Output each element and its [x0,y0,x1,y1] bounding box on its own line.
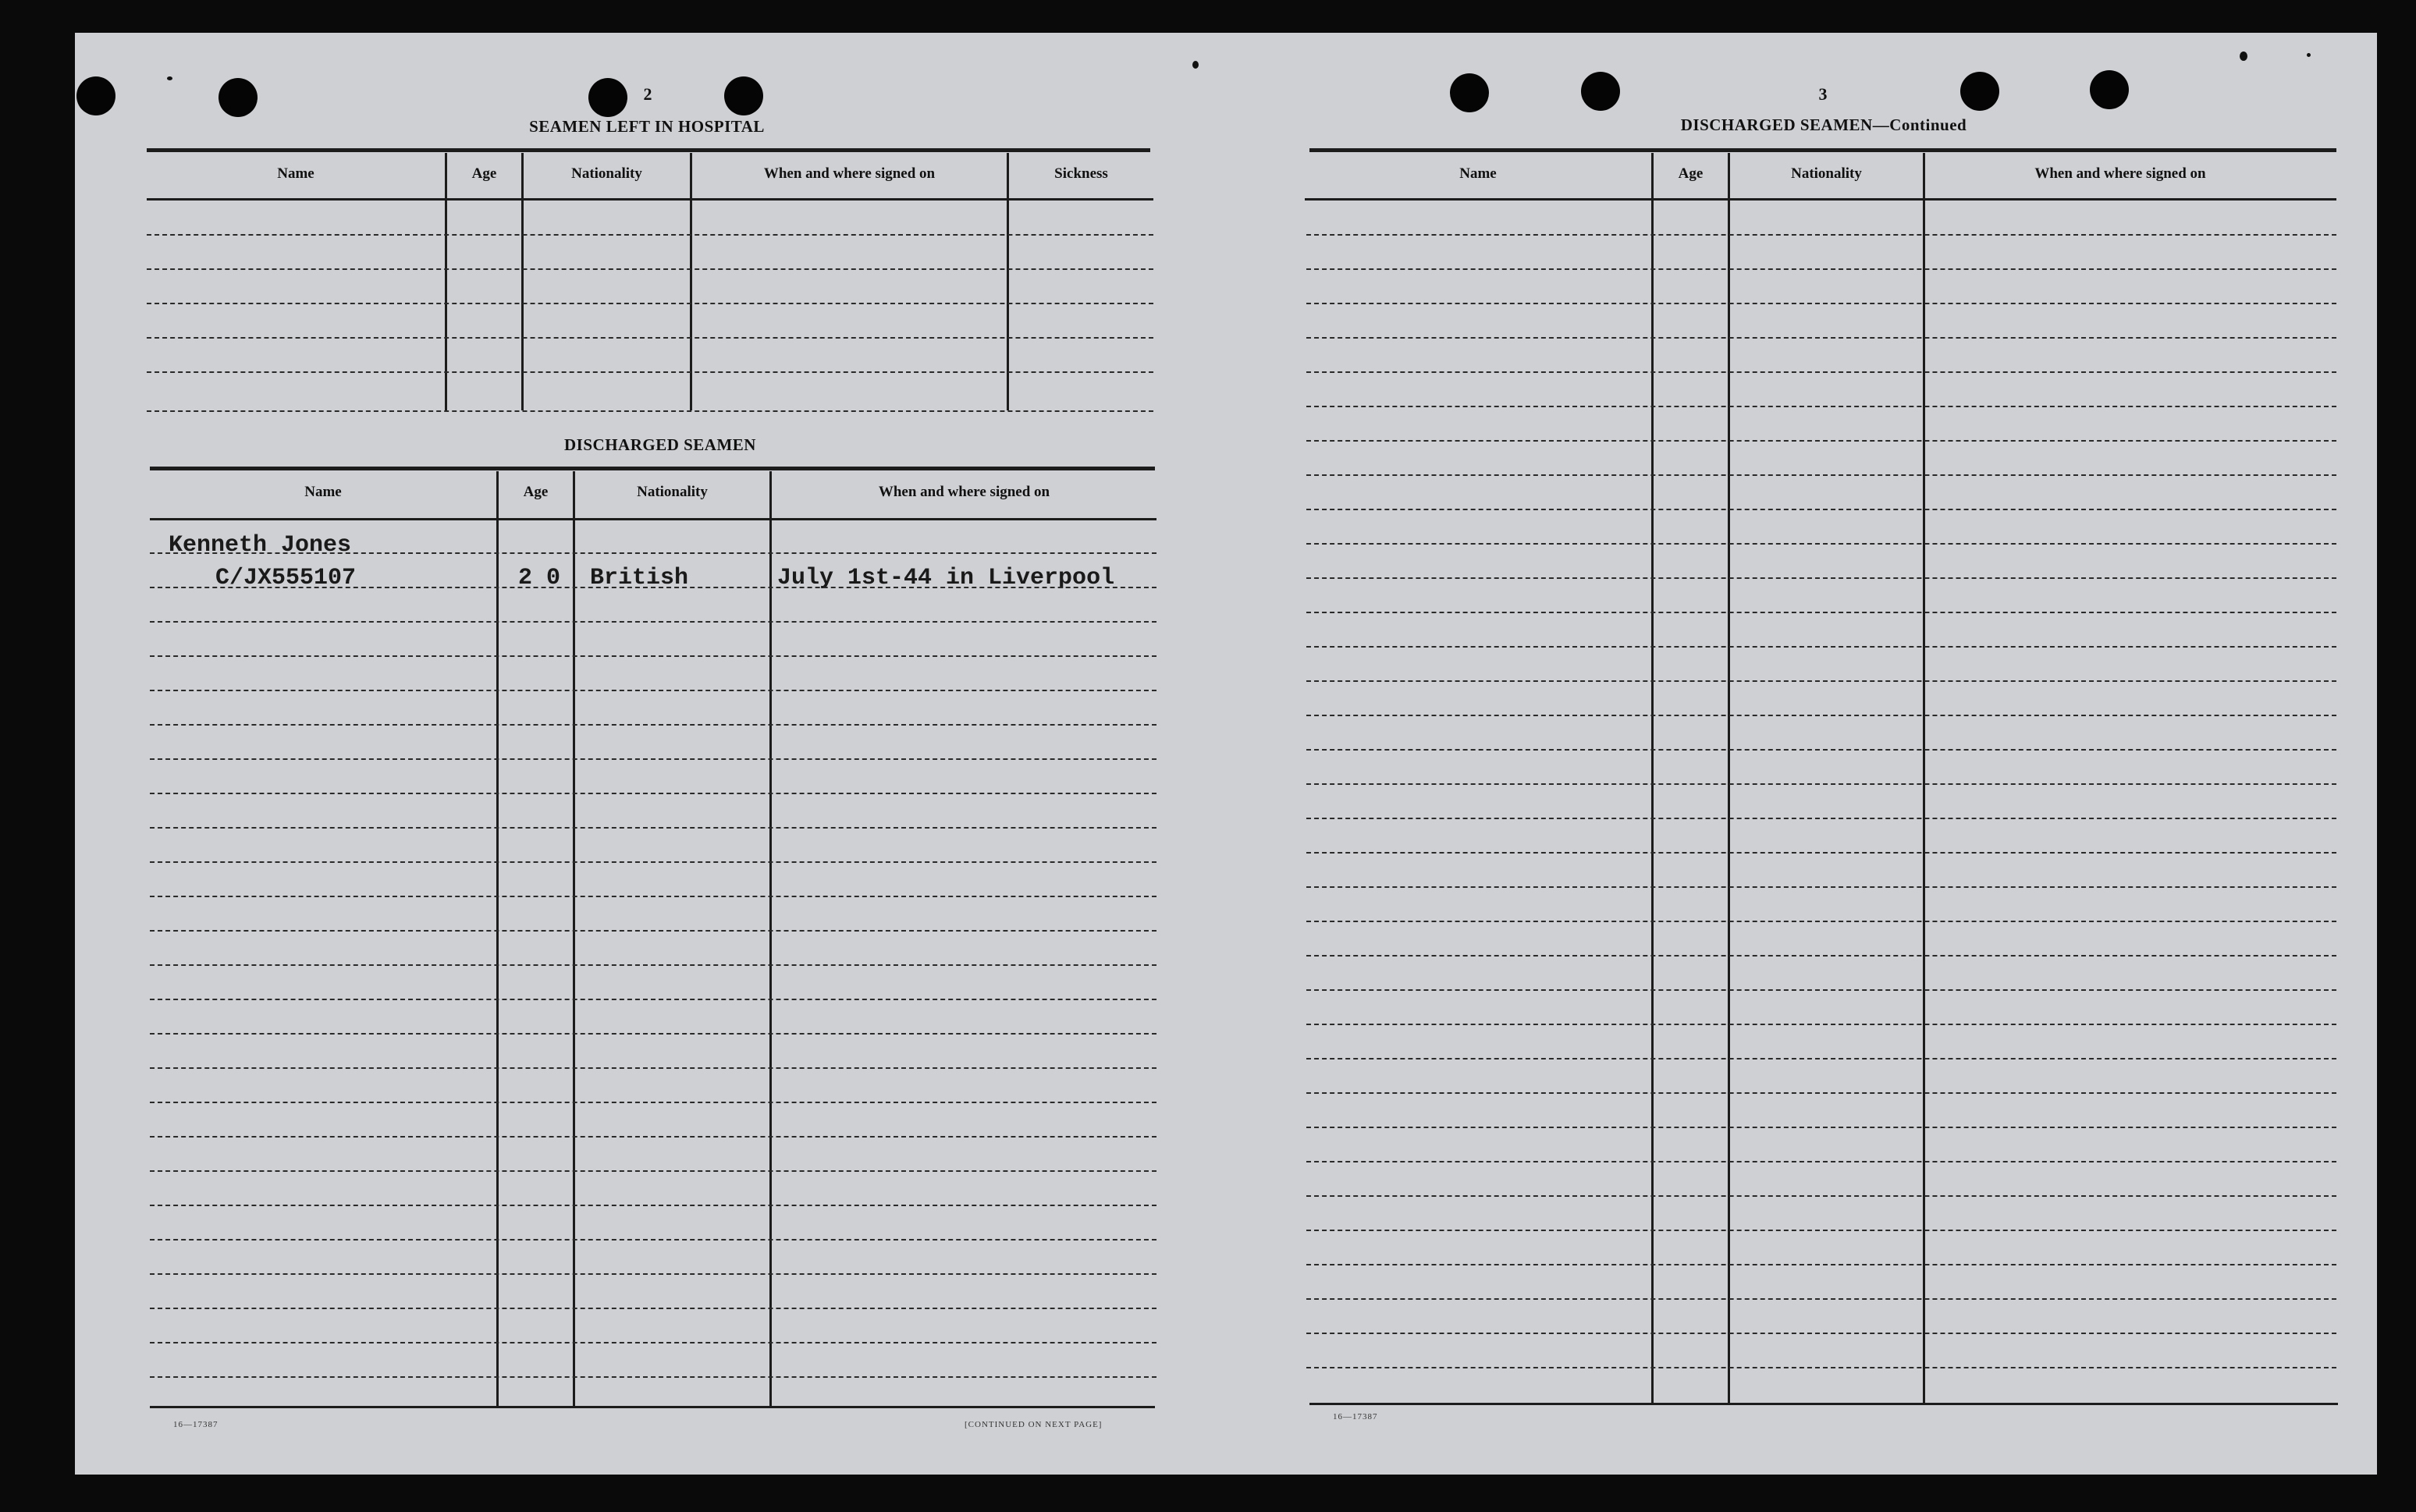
ruled-row-line [1306,612,2336,613]
ruled-row-line [150,587,1156,588]
right-bottom-rule [1309,1403,2338,1405]
right-form-number: 16—17387 [1333,1412,1378,1421]
ruled-row-line [150,1273,1156,1275]
ruled-row-line [1306,1367,2336,1368]
discharged-top-rule [150,467,1155,470]
ruled-row-line [1306,646,2336,648]
ruled-row-line [150,930,1156,932]
ruled-row-line [150,690,1156,691]
ruled-row-line [150,1067,1156,1069]
discharged-col-name: Name [304,484,342,500]
right-col-name: Name [1459,165,1497,182]
left-form-number: 16—17387 [173,1420,219,1429]
ruled-row-line [1306,1058,2336,1059]
ruled-row-line [1306,1264,2336,1265]
right-page-number: 3 [1818,84,1828,104]
ruled-row-line [1306,818,2336,819]
hospital-section-title: SEAMEN LEFT IN HOSPITAL [529,117,765,136]
ruled-row-line [150,758,1156,760]
left-page-number: 2 [643,84,652,104]
ruled-row-line [1306,509,2336,510]
hospital-row-line [147,410,1153,412]
ruled-row-line [1306,955,2336,957]
ruled-row-line [150,621,1156,623]
discharged-col-nationality: Nationality [637,484,708,500]
ruled-row-line [1306,268,2336,270]
ruled-row-line [1306,1298,2336,1300]
entry-service-number: C/JX555107 [215,565,357,591]
hospital-top-rule [147,148,1150,152]
right-col-divider [1728,153,1730,1404]
hospital-row-line [147,371,1153,373]
ruled-row-line [1306,1195,2336,1197]
ruled-row-line [1306,1092,2336,1094]
punch-hole [588,78,627,117]
punch-hole [1960,72,1999,111]
ruled-row-line [1306,234,2336,236]
ruled-row-line [150,861,1156,863]
right-header-rule [1305,198,2336,201]
ruled-row-line [1306,680,2336,682]
continued-note: [CONTINUED ON NEXT PAGE] [965,1420,1103,1429]
ruled-row-line [1306,749,2336,751]
discharged-col-divider [573,471,575,1406]
ruled-row-line [150,1102,1156,1103]
ruled-row-line [1306,440,2336,442]
right-col-divider [1923,153,1925,1404]
ruled-row-line [150,655,1156,657]
ruled-row-line [1306,852,2336,854]
ruled-row-line [1306,543,2336,545]
ruled-row-line [150,1205,1156,1206]
hospital-row-line [147,234,1153,236]
ruled-row-line [150,1170,1156,1172]
ruled-row-line [150,964,1156,966]
punch-hole [1581,72,1620,111]
ruled-row-line [150,552,1156,554]
discharged-section-title: DISCHARGED SEAMEN [564,435,756,454]
hospital-col-signed-on: When and where signed on [763,165,936,182]
punch-hole [1450,73,1489,112]
ruled-row-line [1306,303,2336,304]
ruled-row-line [1306,1230,2336,1231]
ruled-row-line [1306,921,2336,922]
ruled-row-line [1306,337,2336,339]
right-col-age: Age [1678,165,1704,182]
speck [1192,61,1199,69]
ruled-row-line [150,1136,1156,1138]
right-top-rule [1309,148,2336,152]
discharged-col-age: Age [523,484,549,500]
ruled-row-line [1306,371,2336,373]
discharged-col-divider [769,471,772,1406]
ruled-row-line [150,1308,1156,1309]
speck [2240,51,2247,61]
discharged-col-divider [496,471,499,1406]
ruled-row-line [1306,1161,2336,1162]
right-col-divider [1651,153,1654,1404]
ruled-row-line [150,896,1156,897]
speck [2307,53,2311,57]
ruled-row-line [1306,1333,2336,1334]
hospital-col-name: Name [277,165,314,182]
ruled-row-line [1306,715,2336,716]
entry-name: Kenneth Jones [169,532,352,559]
discharged-bottom-rule [150,1406,1155,1408]
ruled-row-line [1306,406,2336,407]
punch-hole [2090,70,2129,109]
hospital-col-sickness: Sickness [1054,165,1108,182]
hospital-col-age: Age [471,165,497,182]
hospital-row-line [147,337,1153,339]
discharged-header-rule [150,518,1156,520]
punch-hole [724,76,763,115]
entry-signed-on: July 1st-44 in Liverpool [777,565,1115,591]
ruled-row-line [150,999,1156,1000]
ruled-row-line [1306,474,2336,476]
ruled-row-line [1306,886,2336,888]
hospital-row-line [147,303,1153,304]
right-col-nationality: Nationality [1791,165,1862,182]
entry-age: 2 0 [518,565,561,591]
ruled-row-line [150,827,1156,829]
ruled-row-line [1306,577,2336,579]
hospital-header-rule [147,198,1153,201]
ruled-row-line [150,1239,1156,1240]
ruled-row-line [1306,989,2336,991]
ruled-row-line [1306,783,2336,785]
document-sheet [75,33,2377,1475]
ruled-row-line [150,1376,1156,1378]
ruled-row-line [1306,1127,2336,1128]
ruled-row-line [150,724,1156,726]
ruled-row-line [150,1033,1156,1035]
punch-hole [76,76,115,115]
punch-hole [219,78,258,117]
hospital-col-nationality: Nationality [571,165,642,182]
discharged-col-signed-on: When and where signed on [878,484,1050,500]
speck [167,76,172,80]
right-section-title: DISCHARGED SEAMEN—Continued [1680,115,1967,134]
right-col-signed-on: When and where signed on [2034,165,2206,182]
ruled-row-line [150,1342,1156,1343]
hospital-row-line [147,268,1153,270]
ruled-row-line [1306,1024,2336,1025]
ruled-row-line [150,793,1156,794]
entry-nationality: British [590,565,689,591]
